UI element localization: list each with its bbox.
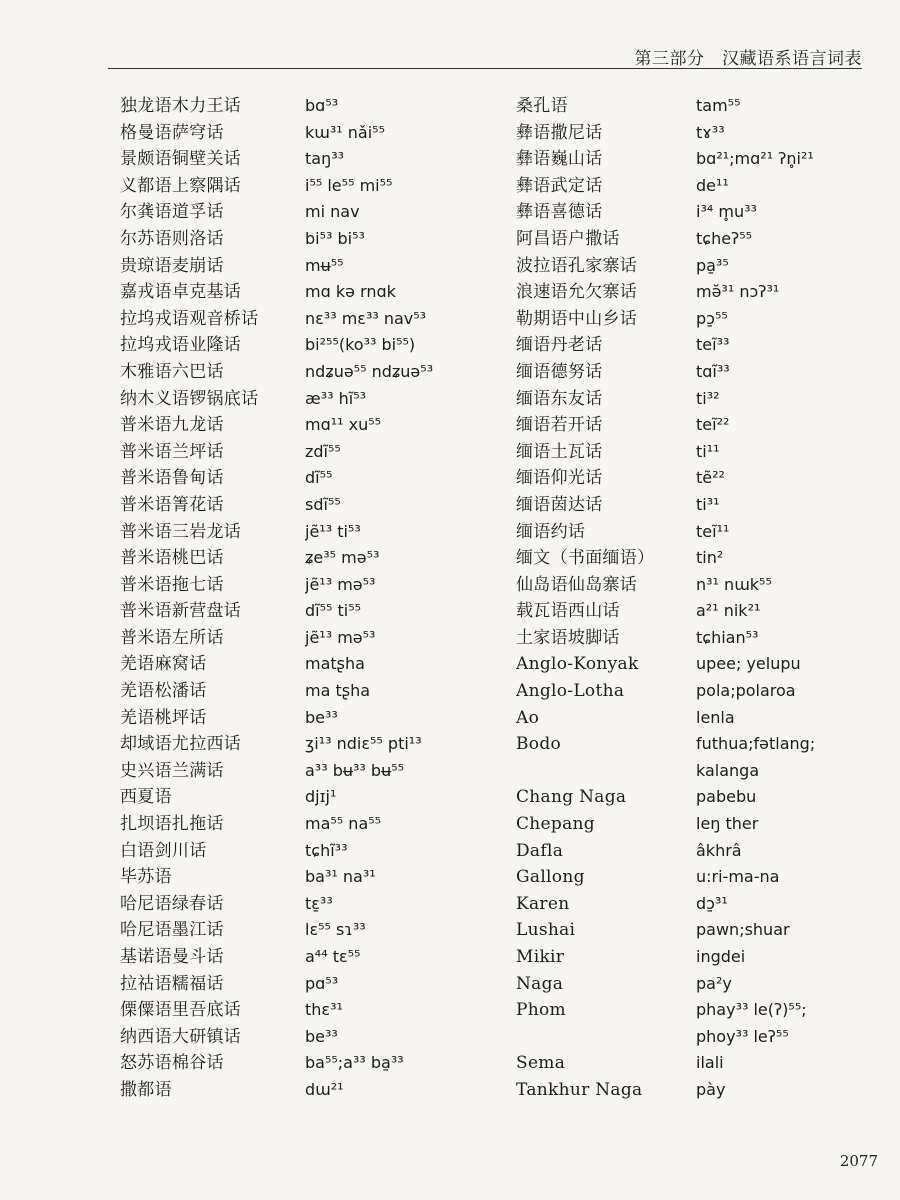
- dialect-name: 哈尼语绿春话: [120, 893, 224, 914]
- word-form: tam⁵⁵: [696, 96, 741, 115]
- word-form: taŋ³³: [305, 149, 345, 169]
- word-form: lɛ⁵⁵ sɿ³³: [305, 920, 366, 940]
- dialect-name: 木雅语六巴话: [120, 361, 224, 382]
- word-form: thɛ³¹: [305, 1000, 343, 1020]
- dialect-name: 义都语上察隅话: [120, 175, 242, 196]
- word-form: futhua;fətlang;: [696, 734, 816, 754]
- word-form: bi⁵³ bi⁵³: [305, 228, 365, 248]
- word-form: tin²: [696, 548, 724, 568]
- dialect-name: 普米语拖七话: [120, 574, 224, 595]
- word-form: n³¹ nɯk⁵⁵: [696, 574, 772, 594]
- dialect-name: 彝语喜德话: [516, 202, 603, 223]
- dialect-name: 仙岛语仙岛寨话: [516, 574, 638, 595]
- dialect-name: 白语剑川话: [120, 840, 207, 861]
- dialect-name: 毕苏语: [120, 867, 172, 888]
- dialect-name: 却域语尤拉西话: [120, 734, 242, 755]
- dialect-name: 景颇语铜壁关话: [120, 149, 242, 170]
- word-form: ti³¹: [696, 494, 720, 514]
- word-form: u:ri-ma-na: [696, 867, 780, 887]
- dialect-name: 波拉语孔家寨话: [516, 255, 638, 276]
- word-form: tɤ³³: [696, 122, 725, 142]
- dialect-name: 纳西语大研镇话: [120, 1026, 242, 1047]
- dialect-name: 哈尼语墨江话: [120, 920, 224, 941]
- dialect-name: Chepang: [516, 814, 595, 835]
- dialect-name: Phom: [516, 1000, 566, 1021]
- dialect-name: 拉祜语糯福话: [120, 973, 224, 994]
- dialect-name: 普米语鲁甸话: [120, 468, 224, 489]
- word-form: pola;polaroa: [696, 681, 796, 701]
- word-form: phoy³³ leʔ⁵⁵: [696, 1026, 789, 1046]
- word-form: tɕheʔ⁵⁵: [696, 228, 753, 248]
- word-form: de¹¹: [696, 175, 729, 195]
- dialect-name: 独龙语木力王话: [120, 96, 242, 116]
- word-form: ba³¹ na³¹: [305, 867, 376, 887]
- word-form: zdĩ⁵⁵: [305, 441, 341, 461]
- dialect-name: 尔龚语道孚话: [120, 202, 224, 223]
- word-form: ti¹¹: [696, 441, 720, 461]
- word-form: djɪj¹: [305, 787, 337, 807]
- word-form: mɑ kə rnɑk: [305, 282, 396, 302]
- word-form: a⁴⁴ tɛ⁵⁵: [305, 947, 361, 966]
- word-form: tẽ²²: [696, 468, 725, 488]
- dialect-name: 撒都语: [120, 1079, 172, 1100]
- dialect-name: Chang Naga: [516, 787, 627, 808]
- dialect-name: Mikir: [516, 947, 565, 967]
- word-form: nɛ³³ mɛ³³ nav⁵³: [305, 308, 427, 328]
- dialect-name: 格曼语萨穹话: [120, 122, 224, 143]
- dialect-name: 傈僳语里吾底话: [120, 1000, 242, 1021]
- dialect-name: 扎坝语扎拖话: [120, 814, 224, 835]
- word-form: jẽ¹³ mə⁵³: [305, 574, 376, 594]
- dialect-name: 普米语三岩龙话: [120, 521, 242, 542]
- word-form: pawn;shuar: [696, 920, 790, 940]
- dialect-name: 普米语桃巴话: [120, 548, 224, 569]
- dialect-name: 土家语坡脚话: [516, 627, 620, 648]
- word-form: ba⁵⁵;a³³ ba̱³³: [305, 1053, 404, 1073]
- dialect-name: 载瓦语西山话: [516, 601, 620, 622]
- dialect-name: 羌语桃坪话: [120, 707, 207, 728]
- dialect-name: Naga: [516, 973, 564, 994]
- dialect-name: 缅语东友话: [516, 388, 603, 409]
- word-form: leŋ ther: [696, 814, 759, 834]
- dialect-name: 嘉戎语卓克基话: [120, 282, 242, 303]
- word-form: mɑ¹¹ xu⁵⁵: [305, 415, 382, 435]
- word-form: kalanga: [696, 760, 760, 780]
- word-form: kɯ³¹ nǎi⁵⁵: [305, 122, 385, 142]
- dialect-name: Gallong: [516, 867, 585, 888]
- word-form: matʂha: [305, 654, 365, 674]
- word-form: pa²y: [696, 973, 732, 993]
- word-form: dɔ̱³¹: [696, 893, 728, 913]
- dialect-name: 怒苏语棉谷话: [120, 1053, 224, 1074]
- word-form: pabebu: [696, 787, 757, 807]
- word-form: ilali: [696, 1053, 724, 1073]
- word-form: pɔ̱⁵⁵: [696, 308, 728, 328]
- word-form: a³³ bʉ³³ bʉ⁵⁵: [305, 760, 405, 780]
- dialect-name: Tankhur Naga: [516, 1079, 643, 1100]
- word-form: a²¹ nik²¹: [696, 601, 761, 621]
- word-form: lenla: [696, 707, 735, 727]
- word-form: âkhrâ: [696, 840, 742, 860]
- word-form: ndʑuə⁵⁵ ndʑuə⁵³: [305, 361, 434, 381]
- word-form: teĩ³³: [696, 335, 730, 355]
- word-form: pa̱³⁵: [696, 255, 729, 275]
- dialect-name: Lushai: [516, 920, 576, 941]
- word-form: be³³: [305, 1026, 338, 1046]
- dialect-name: 基诺语曼斗话: [120, 947, 224, 967]
- right-word-column: [516, 93, 896, 1104]
- word-form: dɯ²¹: [305, 1079, 344, 1099]
- word-form: jẽ¹³ ti⁵³: [305, 521, 361, 541]
- word-form: dĩ⁵⁵ ti⁵⁵: [305, 601, 362, 621]
- word-form: ma tʂha: [305, 681, 371, 701]
- word-form: ma⁵⁵ na⁵⁵: [305, 814, 382, 834]
- word-form: ʑe³⁵ mə⁵³: [305, 548, 380, 568]
- word-form: be³³: [305, 707, 338, 727]
- dialect-name: 缅语茵达话: [516, 494, 603, 515]
- dialect-name: 勒期语中山乡话: [516, 308, 638, 329]
- word-form: tɕhian⁵³: [696, 627, 759, 647]
- dialect-name: 史兴语兰满话: [120, 760, 224, 781]
- word-form: teĩ²²: [696, 415, 730, 435]
- word-form: tɑĩ³³: [696, 361, 730, 381]
- dialect-name: 彝语武定话: [516, 175, 603, 196]
- dialect-name: Dafla: [516, 840, 564, 861]
- left-word-column: [120, 93, 505, 1104]
- page-number: 2077: [839, 1152, 878, 1170]
- dialect-name: 贵琼语麦崩话: [120, 255, 224, 276]
- word-form: tɕhĩ³³: [305, 840, 348, 860]
- dialect-name: 彝语巍山话: [516, 149, 603, 170]
- dialect-name: 缅语丹老话: [516, 335, 603, 356]
- dialect-name: 阿昌语户撒话: [516, 228, 620, 249]
- word-form: pày: [696, 1079, 726, 1099]
- dialect-name: 普米语新营盘话: [120, 601, 242, 622]
- dialect-name: 拉坞戎语业隆话: [120, 335, 242, 356]
- word-form: upee; yelupu: [696, 654, 801, 674]
- dialect-name: Anglo-Konyak: [516, 654, 639, 675]
- header-divider: [108, 68, 862, 69]
- word-form: pɑ⁵³: [305, 973, 339, 993]
- dialect-name: [516, 758, 696, 785]
- word-form: mə̆³¹ nɔʔ³¹: [696, 282, 780, 302]
- dialect-name: 缅语仰光话: [516, 468, 603, 489]
- word-form: bi²⁵⁵(ko³³ bi⁵⁵): [305, 335, 416, 355]
- dialect-name: Ao: [516, 707, 540, 728]
- word-form: bɑ⁵³: [305, 96, 339, 115]
- word-form: ti³²: [696, 388, 720, 408]
- dialect-name: 缅语土瓦话: [516, 441, 603, 462]
- dialect-name: 缅语德努话: [516, 361, 603, 382]
- dialect-name: Bodo: [516, 734, 562, 755]
- dialect-name: 彝语撒尼话: [516, 122, 603, 143]
- dialect-name: 缅语若开话: [516, 415, 603, 436]
- word-form: mʉ⁵⁵: [305, 255, 344, 275]
- word-form: jẽ¹³ mə⁵³: [305, 627, 376, 647]
- running-header: 第三部分 汉藏语系语言词表: [634, 49, 862, 69]
- word-form: sdĩ⁵⁵: [305, 494, 341, 514]
- dialect-name: Sema: [516, 1053, 566, 1074]
- dialect-name: 西夏语: [120, 787, 172, 808]
- dialect-name: 拉坞戎语观音桥话: [120, 308, 259, 329]
- dialect-name: 羌语麻窝话: [120, 654, 207, 675]
- dialect-name: 纳木义语锣锅底话: [120, 388, 259, 409]
- word-form: i³⁴ m̥u³³: [696, 202, 757, 222]
- dialect-name: 桑孔语: [516, 96, 568, 116]
- dialect-name: 缅文（书面缅语）: [516, 548, 655, 569]
- dialect-name: 缅语约话: [516, 521, 586, 542]
- dialect-name: 浪速语允欠寨话: [516, 282, 638, 303]
- dialect-name: Karen: [516, 893, 570, 914]
- word-form: bɑ²¹;mɑ²¹ ʔn̥i²¹: [696, 149, 814, 169]
- dialect-name: 羌语松潘话: [120, 681, 207, 702]
- dialect-name: 普米语九龙话: [120, 415, 224, 436]
- word-form: teĩ¹¹: [696, 521, 730, 541]
- word-form: mi nav: [305, 202, 360, 222]
- dialect-name: 普米语左所话: [120, 627, 224, 648]
- word-form: i⁵⁵ le⁵⁵ mi⁵⁵: [305, 175, 393, 195]
- dialect-name: Anglo-Lotha: [516, 681, 625, 702]
- word-form: æ³³ hĩ⁵³: [305, 388, 367, 408]
- word-form: tɛ̱³³: [305, 893, 333, 913]
- word-form: phay³³ le(ʔ)⁵⁵;: [696, 1000, 807, 1020]
- word-form: ʒi¹³ ndiɛ⁵⁵ pti¹³: [305, 734, 422, 754]
- dialect-name: 尔苏语则洛话: [120, 228, 224, 249]
- word-form: dĩ⁵⁵: [305, 468, 333, 488]
- dialect-name: 普米语箐花话: [120, 494, 224, 515]
- dialect-name: [516, 1024, 696, 1051]
- word-form: ingdei: [696, 947, 746, 966]
- dialect-name: 普米语兰坪话: [120, 441, 224, 462]
